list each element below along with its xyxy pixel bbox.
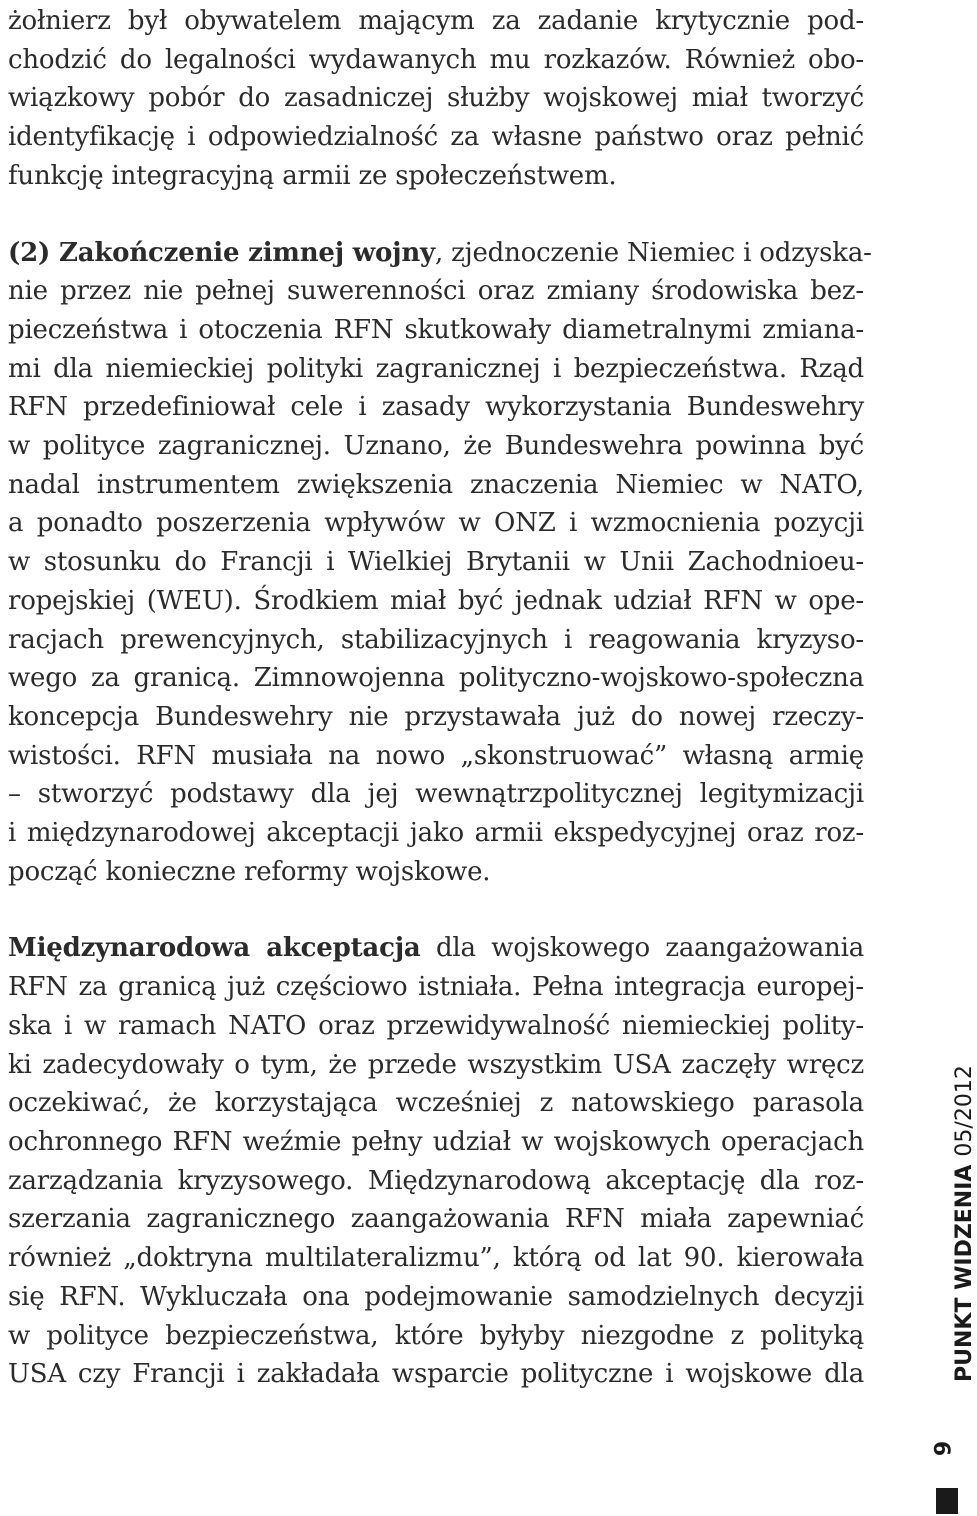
text-line: w polityce bezpieczeństwa, które byłyby niezgodne z polityką	[8, 1320, 864, 1351]
page-number: 9	[931, 1440, 957, 1457]
paragraph-2	[8, 234, 872, 892]
text-line: począć konieczne reformy wojskowe.	[8, 856, 491, 887]
text-line: – stworzyć podstawy dla jej wewnątrzpolitycznej legitymizacji	[8, 779, 864, 810]
paragraph-2-lead: (2) Zakończenie zimnej wojny	[8, 237, 435, 268]
text-line: w stosunku do Francji i Wielkiej Brytanii w Unii Zachodnioeu-	[8, 547, 864, 578]
text-line: RFN za granicą już częściowo istniała. Pełna integracja europej-	[8, 972, 864, 1003]
article-column	[8, 2, 872, 1394]
text-line	[8, 234, 872, 273]
text-line: ska i w ramach NATO oraz przewidywalność niemieckiej polity-	[8, 1010, 864, 1041]
text-line: ropejskiej (WEU). Środkiem miał być jednak udział RFN w ope-	[8, 585, 864, 616]
text-line: funkcję integracyjną armii ze społeczeństwem.	[8, 160, 617, 191]
text-line: pieczeństwa i otoczenia RFN skutkowały diametralnymi zmiana-	[8, 314, 864, 345]
text-line: chodzić do legalności wydawanych mu rozkazów. Również obo-	[8, 44, 864, 75]
text-line: RFN przedefiniował cele i zasady wykorzystania Bundeswehry	[8, 392, 864, 423]
text-line: oczekiwać, że korzystająca wcześniej z natowskiego parasola	[8, 1088, 864, 1119]
text-line: racjach prewencyjnych, stabilizacyjnych i reagowania kryzyso-	[8, 624, 864, 655]
publication-brand: PUNKT WIDZENIA	[952, 1164, 977, 1382]
text-line: identyfikację i odpowiedzialność za własne państwo oraz pełnić	[8, 122, 864, 153]
page-marker-square	[936, 1488, 958, 1514]
text-line: zarządzania kryzysowego. Międzynarodową akceptację dla roz-	[8, 1165, 864, 1196]
paragraph-3-lead-rest: dla wojskowego zaangażowania	[420, 933, 865, 964]
text-line: koncepcja Bundeswehry nie przystawała już do nowej rzeczy-	[8, 701, 864, 732]
text-line: żołnierz był obywatelem mającym za zadanie krytycznie pod-	[8, 6, 864, 36]
issue-number: 05/2012	[952, 1065, 977, 1157]
text-line: nie przez nie pełnej suwerenności oraz zmiany środowiska bez-	[8, 276, 864, 307]
text-line: szerzania zagranicznego zaangażowania RFN miała zapewniać	[8, 1204, 864, 1235]
text-line: ki zadecydowały o tym, że przede wszystkim USA zaczęły wręcz	[8, 1049, 864, 1080]
text-line: wiązkowy pobór do zasadniczej służby wojskowej miał tworzyć	[8, 83, 864, 114]
running-header	[952, 1065, 977, 1382]
paragraph-2-lead-rest: , zjednoczenie Niemiec i odzyska-	[434, 237, 872, 268]
text-line: wego za granicą. Zimnowojenna polityczno-wojskowo-społeczna	[8, 663, 864, 694]
text-line: mi dla niemieckiej polityki zagranicznej i bezpieczeństwa. Rząd	[8, 353, 864, 384]
text-line: ochronnego RFN weźmie pełny udział w wojskowych operacjach	[8, 1126, 864, 1157]
text-line: się RFN. Wykluczała ona podejmowanie samodzielnych decyzji	[8, 1281, 864, 1312]
text-line: wistości. RFN musiała na nowo „skonstruować” własną armię	[8, 740, 864, 771]
paragraph-3	[8, 929, 864, 1393]
text-line: w polityce zagranicznej. Uznano, że Bundeswehra powinna być	[8, 431, 864, 462]
text-line	[8, 929, 864, 968]
paragraph-3-lead: Międzynarodowa akceptacja	[8, 933, 421, 964]
text-line: nadal instrumentem zwiększenia znaczenia Niemiec w NATO,	[8, 469, 864, 500]
text-line: a ponadto poszerzenia wpływów w ONZ i wzmocnienia pozycji	[8, 508, 864, 539]
text-line: USA czy Francji i zakładała wsparcie polityczne i wojskowe dla	[8, 1359, 864, 1390]
paragraph-1	[8, 2, 864, 196]
text-line: i międzynarodowej akceptacji jako armii ekspedycyjnej oraz roz-	[8, 818, 864, 849]
text-line: również „doktryna multilateralizmu”, którą od lat 90. kierowała	[8, 1243, 864, 1274]
